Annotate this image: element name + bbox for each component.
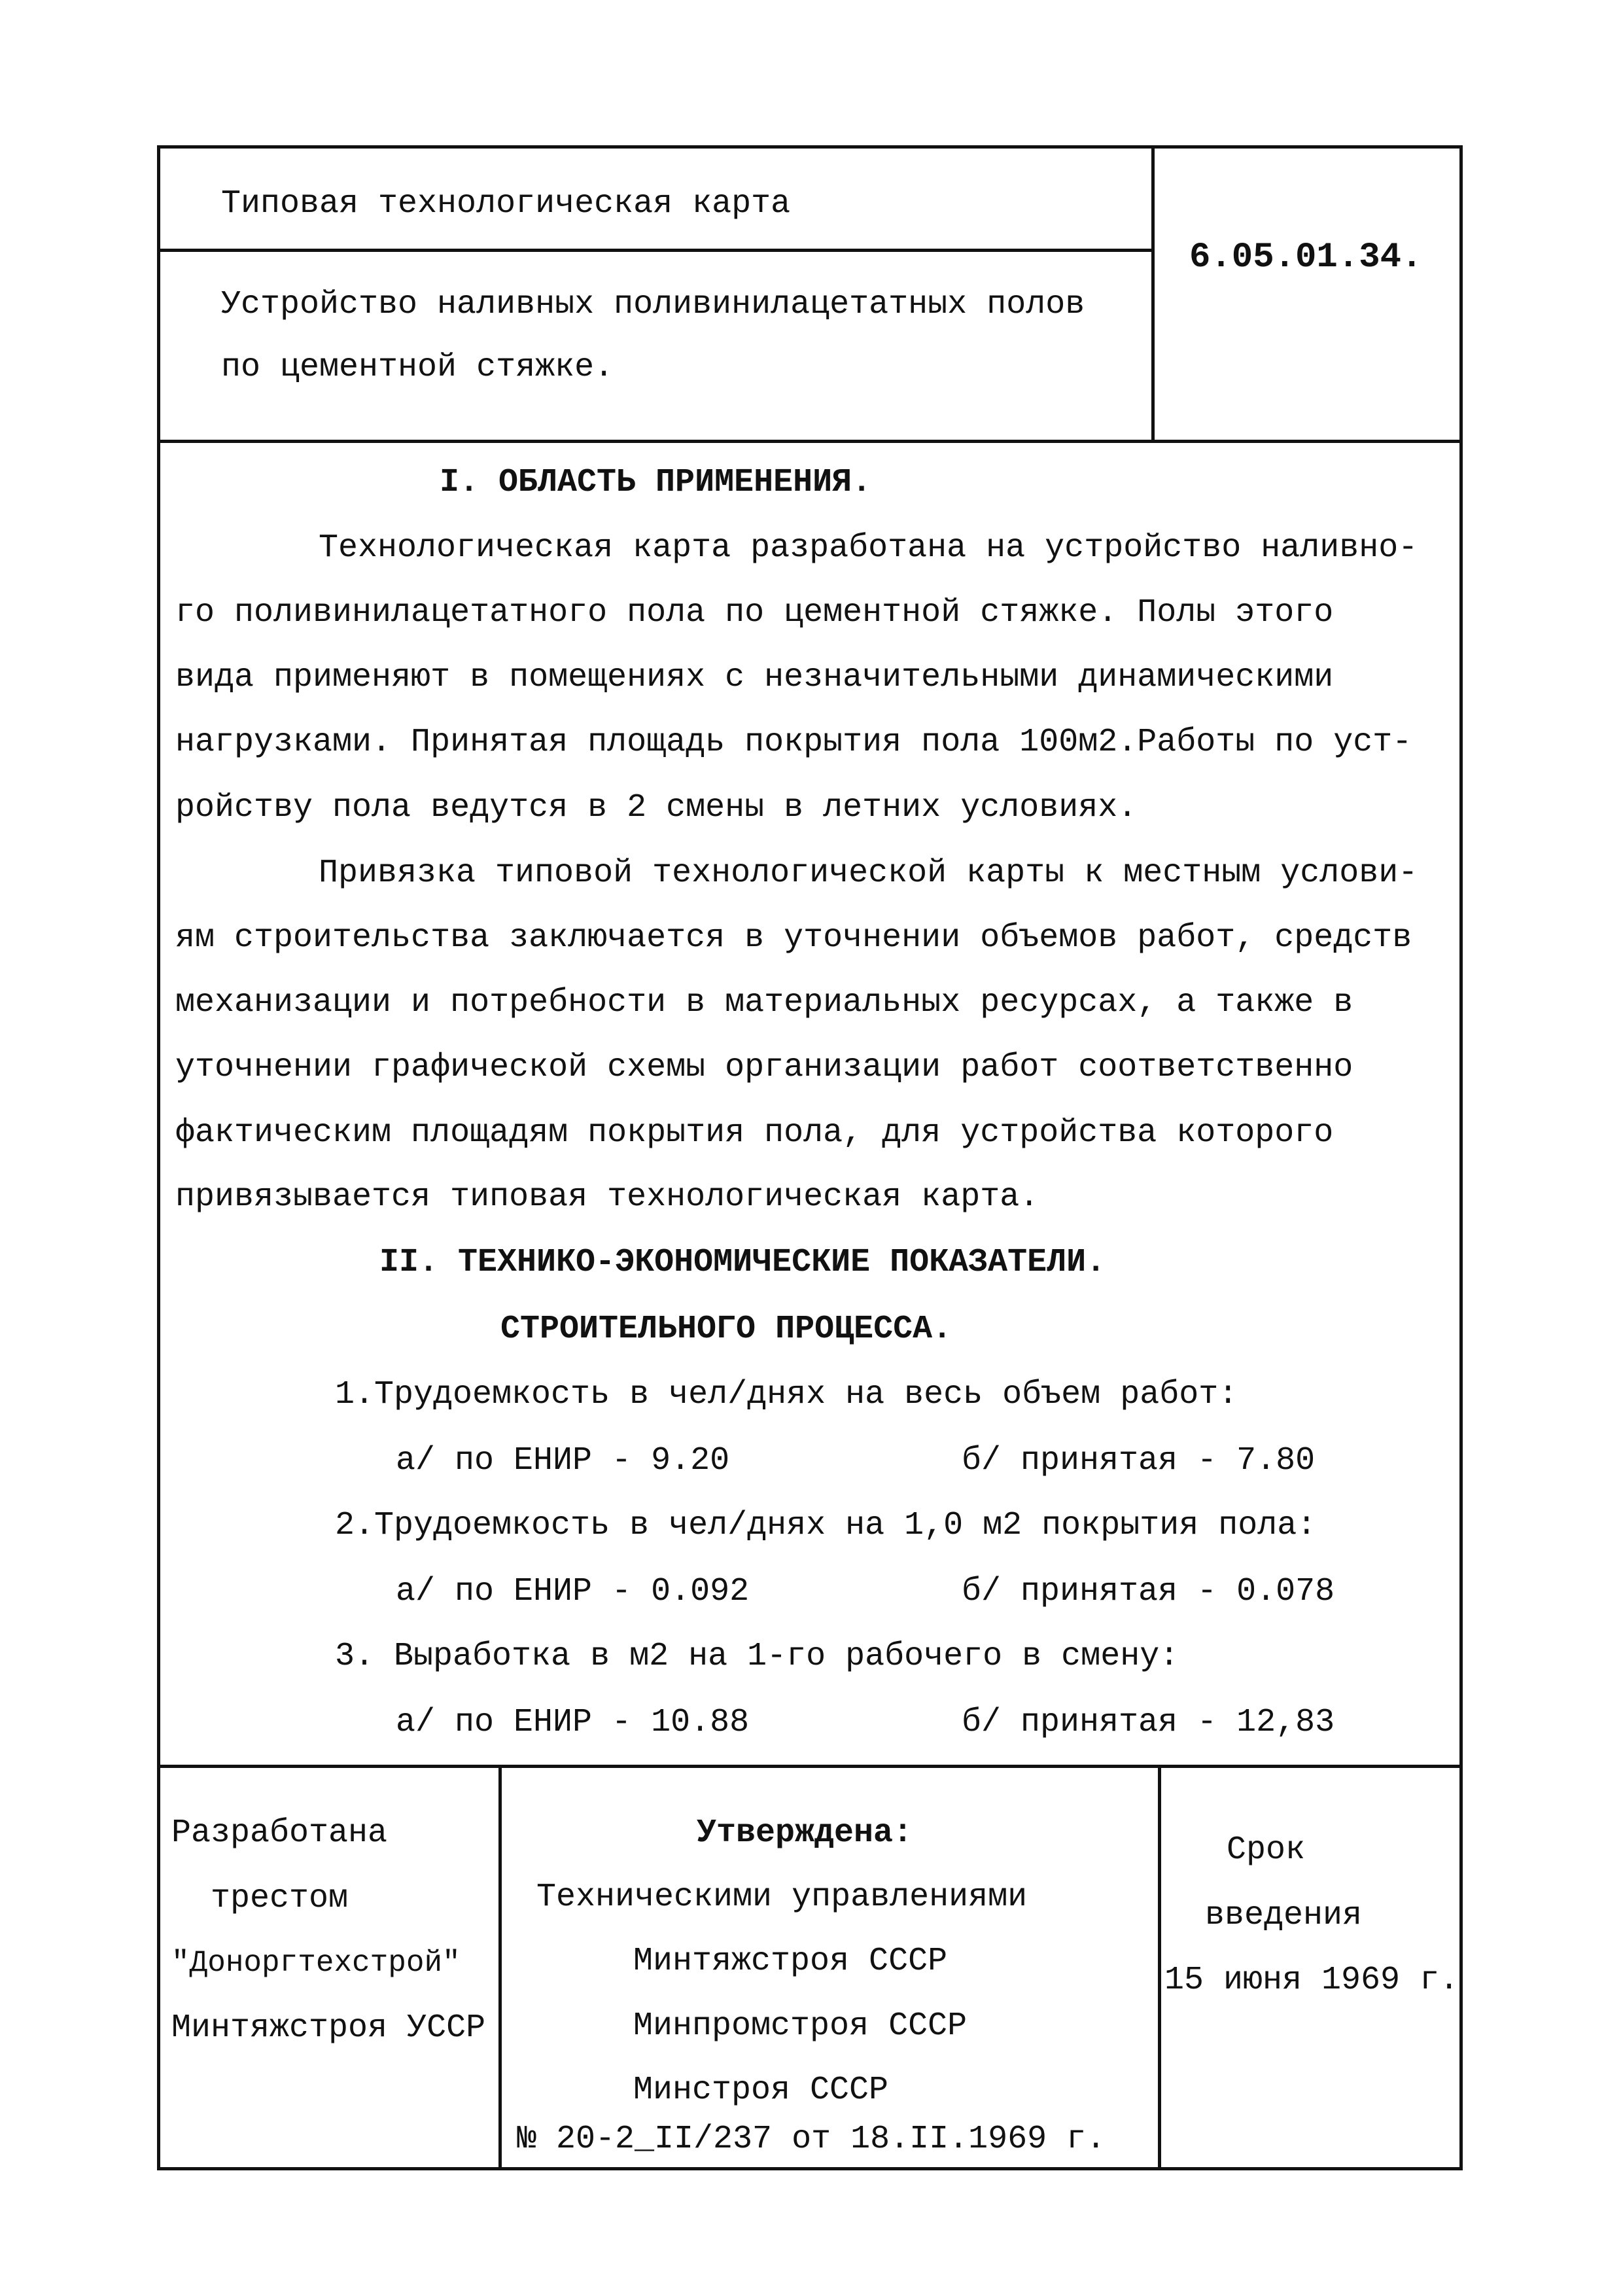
doc-title-line2: по цементной стяжке. — [221, 349, 614, 386]
developed-line: "Доноргтехстрой" — [171, 1946, 461, 1980]
approved-line: Техническими управлениями — [536, 1879, 1028, 1916]
developed-line: трестом — [211, 1880, 349, 1917]
approved-line: Минтяжстроя СССР — [633, 1943, 948, 1980]
section1-p2-line: фактическим площадям покрытия пола, для устройства которого — [175, 1114, 1334, 1152]
doc-title-line1: Устройство наливных поливинилацетатных полов — [221, 286, 1085, 323]
footer-top-line — [157, 1765, 1463, 1768]
section1-p1-line: го поливинилацетатного пола по цементной стяжке. Полы этого — [175, 594, 1334, 631]
approved-line: Утверждена: — [697, 1814, 913, 1852]
indicator-title: 1.Трудоемкость в чел/днях на весь объем работ: — [335, 1376, 1238, 1413]
developed-line: Разработана — [171, 1814, 388, 1852]
indicator-value-a: а/ по ЕНИР - 10.88 — [396, 1704, 750, 1741]
developed-line: Минтяжстроя УССР — [171, 2009, 486, 2047]
section1-p1-line: нагрузками. Принятая площадь покрытия пола 100м2.Работы по уст- — [175, 724, 1412, 761]
indicator-value-a: а/ по ЕНИР - 0.092 — [396, 1573, 750, 1610]
indicator-title: 3. Выработка в м2 на 1-го рабочего в смену: — [335, 1638, 1179, 1675]
footer-col-separator-1 — [498, 1765, 502, 2170]
header-divider-line — [157, 249, 1155, 252]
section1-heading: I. ОБЛАСТЬ ПРИМЕНЕНИЯ. — [440, 464, 872, 501]
doc-type: Типовая технологическая карта — [221, 185, 791, 222]
indicator-title: 2.Трудоемкость в чел/днях на 1,0 м2 покрытия пола: — [335, 1507, 1317, 1544]
indicator-value-b: б/ принятая - 7.80 — [962, 1442, 1316, 1479]
section1-p2-line: уточнении графической схемы организации работ соответственно — [175, 1049, 1353, 1086]
footer-col-separator-2 — [1158, 1765, 1161, 2170]
approved-line: Минпромстроя СССР — [633, 2007, 968, 2045]
approved-line: № 20-2_II/237 от 18.II.1969 г. — [517, 2121, 1106, 2158]
header-bottom-line — [157, 440, 1463, 443]
approved-line: Минстроя СССР — [633, 2072, 889, 2109]
header-code-separator — [1151, 145, 1155, 443]
section2-heading-line1: II. ТЕХНИКО-ЭКОНОМИЧЕСКИЕ ПОКАЗАТЕЛИ. — [379, 1244, 1106, 1281]
term-line: 15 июня 1969 г. — [1164, 1962, 1459, 1999]
section2-heading-line2: СТРОИТЕЛЬНОГО ПРОЦЕССА. — [500, 1311, 952, 1348]
term-line: Срок — [1227, 1831, 1306, 1869]
frame-top-line — [157, 145, 1463, 149]
section1-p1-line: ройству пола ведутся в 2 смены в летних условиях. — [175, 789, 1138, 826]
indicator-value-b: б/ принятая - 12,83 — [962, 1704, 1335, 1741]
section1-p2-line: привязывается типовая технологическая карта. — [175, 1178, 1039, 1216]
doc-code: 6.05.01.34. — [1189, 238, 1423, 277]
section1-p1-line: вида применяют в помещениях с незначительными динамическими — [175, 659, 1334, 696]
section1-p2-line: ям строительства заключается в уточнении объемов работ, средств — [175, 919, 1412, 957]
term-line: введения — [1205, 1897, 1363, 1934]
section1-p2-line: механизации и потребности в материальных ресурсах, а также в — [175, 984, 1353, 1021]
section1-p2-line: Привязка типовой технологической карты к местным услови- — [319, 855, 1418, 892]
section1-p1-line: Технологическая карта разработана на устройство наливно- — [319, 529, 1418, 567]
indicator-value-b: б/ принятая - 0.078 — [962, 1573, 1335, 1610]
indicator-value-a: а/ по ЕНИР - 9.20 — [396, 1442, 730, 1479]
